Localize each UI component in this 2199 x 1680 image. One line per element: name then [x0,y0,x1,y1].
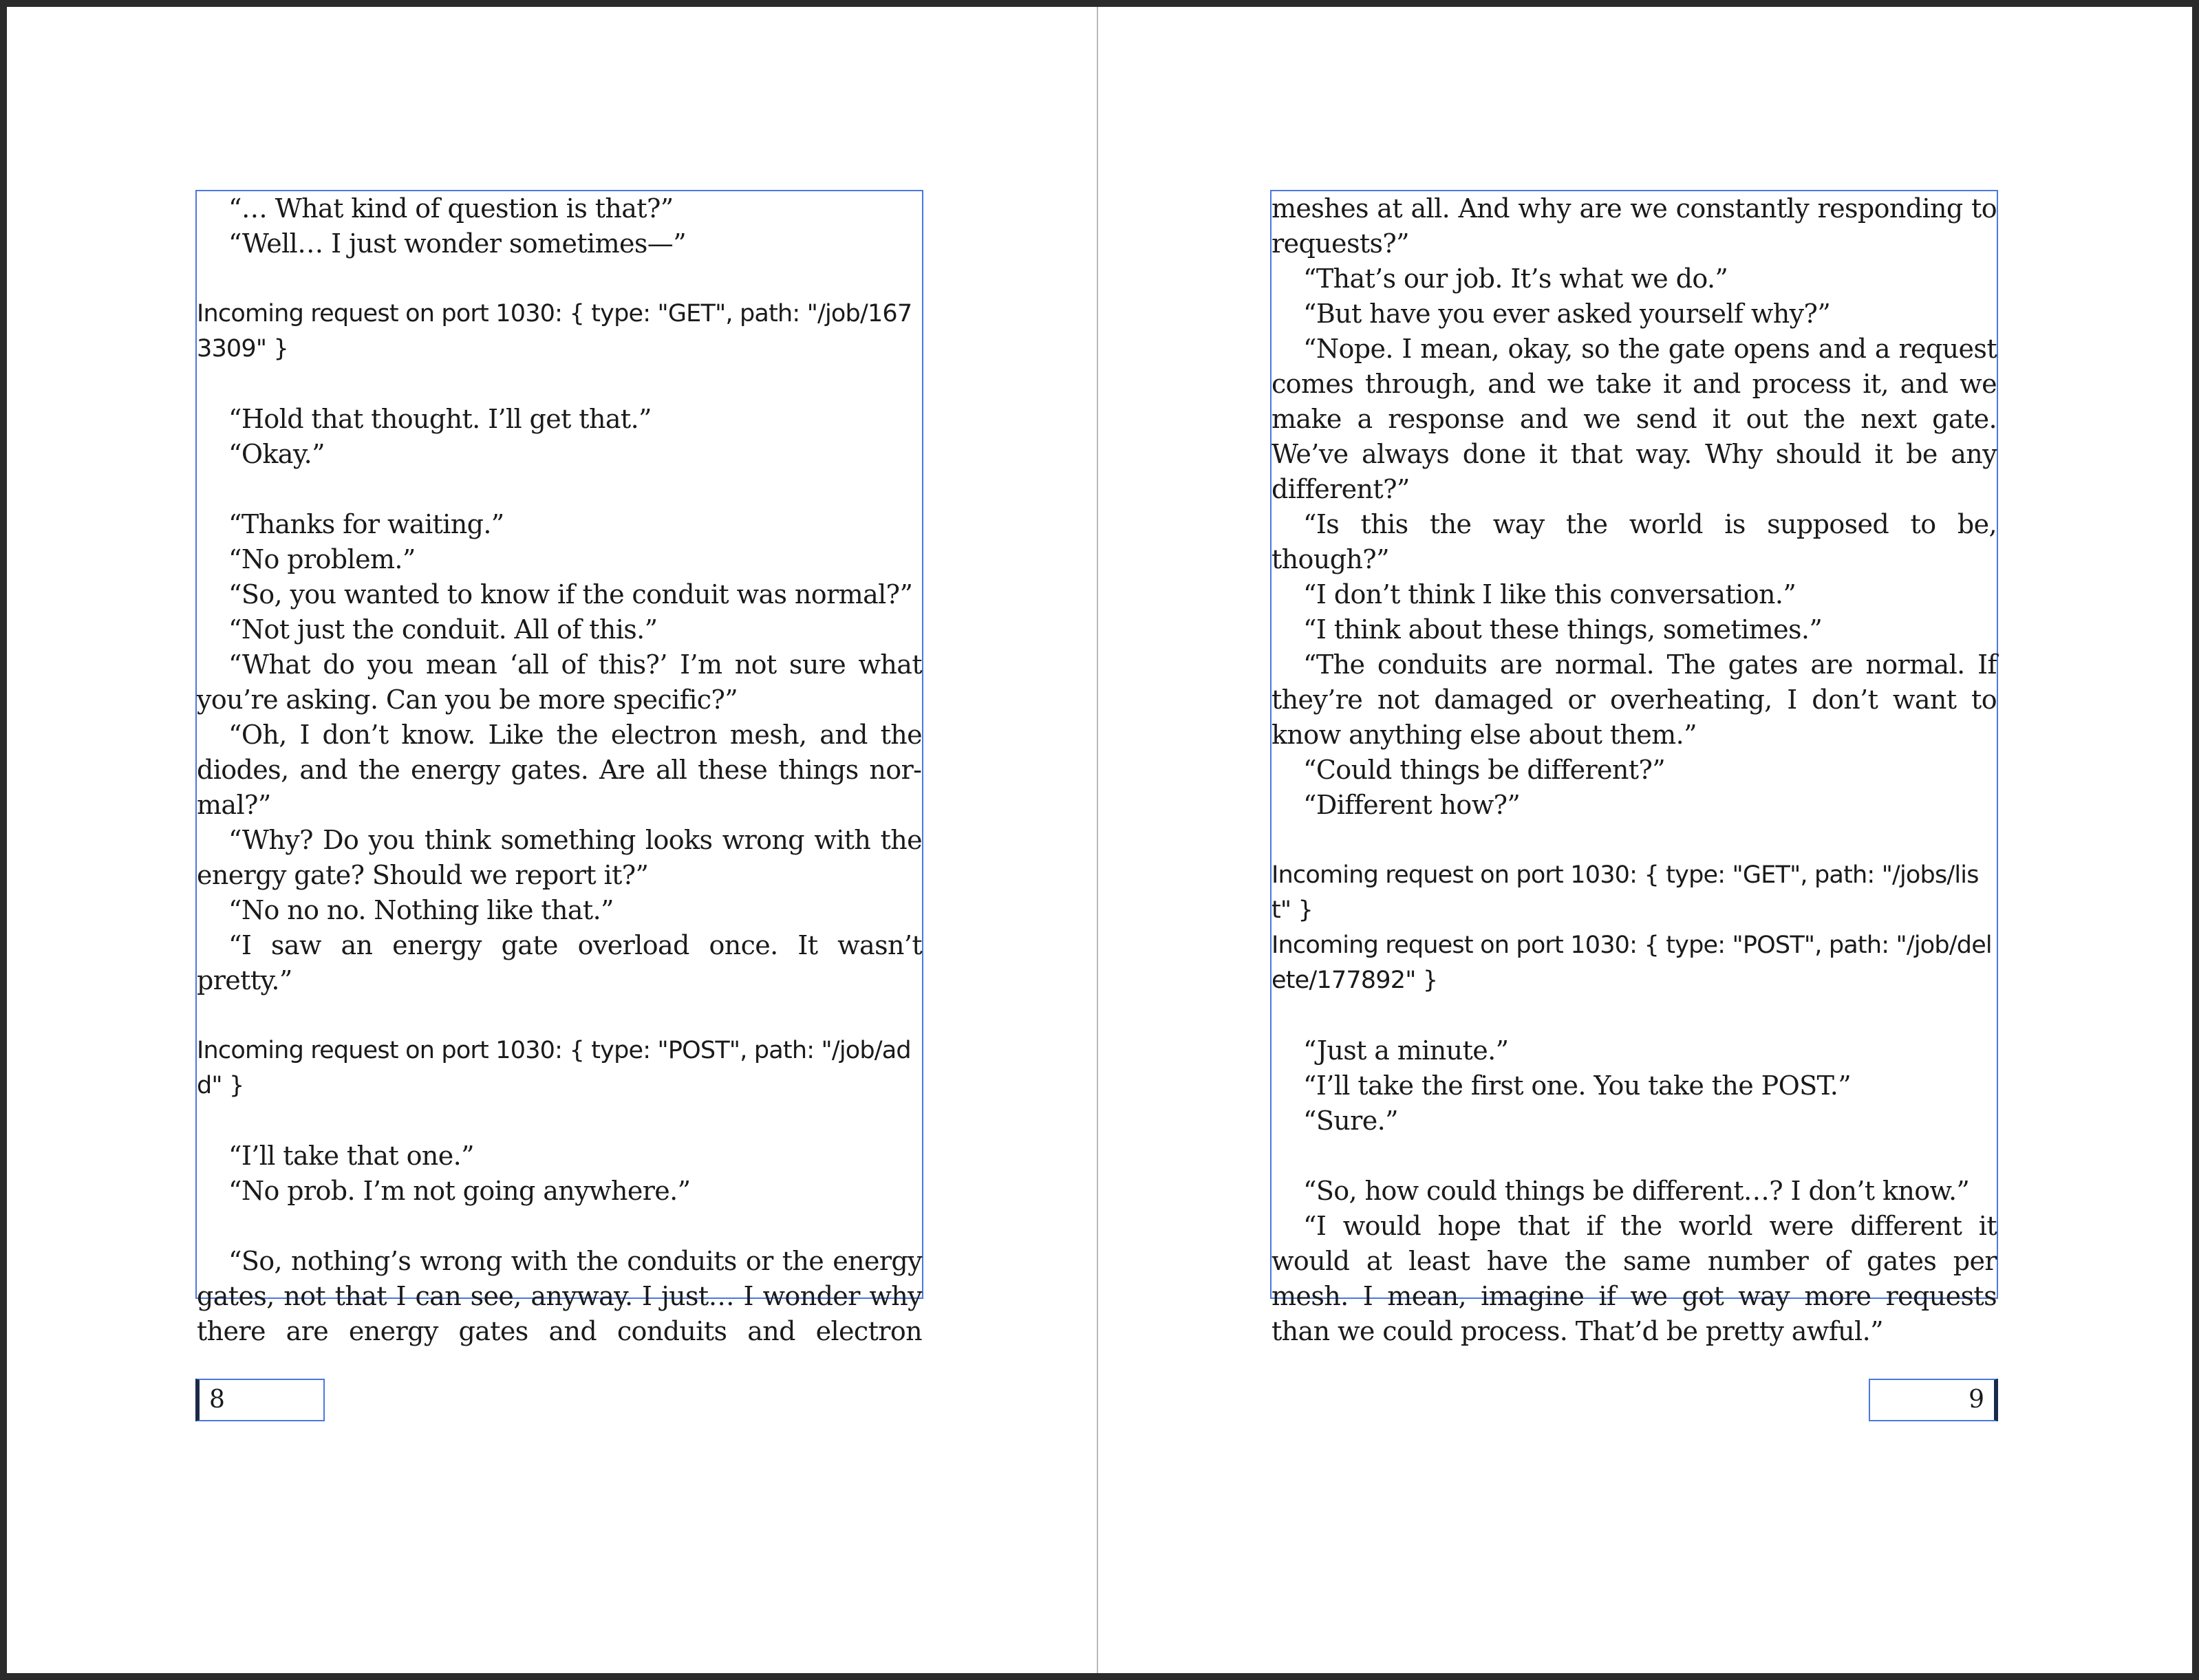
dialogue-paragraph: “… What kind of question is that?” [228,193,674,224]
request-log-line: Incoming request on port 1030: { type: "POST", path: "/job/add" } [197,1037,911,1099]
right-page-number[interactable]: 9 [1869,1379,1998,1421]
dialogue-paragraph: “Oh, I don’t know. Like the electron mesh, and the diodes, and the energy gates. Are all these things normal?” [197,720,922,820]
dialogue-paragraph: “Sure.” [1303,1106,1398,1136]
dialogue-paragraph: “What do you mean ‘all of this?’ I’m not sure what you’re asking. Can you be more specific?” [197,649,922,715]
dialogue-paragraph: “But have you ever asked yourself why?” [1303,299,1831,329]
paragraph-spacer [197,472,922,507]
dialogue-paragraph: “So, how could things be different…? I don’t know.” [1303,1176,1970,1206]
paragraph-spacer [1272,823,1997,858]
dialogue-paragraph: “Okay.” [228,439,325,469]
dialogue-paragraph: “I saw an energy gate overload once. It wasn’t pretty.” [197,930,922,995]
dialogue-paragraph: “The conduits are normal. The gates are normal. If they’re not damaged or overheating, I don’t want to know anything else about them.” [1272,649,1997,750]
spine-gutter [1097,7,1098,1673]
right-page-text-frame[interactable] [1270,190,1998,1346]
dialogue-paragraph: “Just a minute.” [1303,1035,1509,1066]
book-spread [7,7,2192,1673]
left-page-text-frame[interactable] [195,190,923,1346]
dialogue-paragraph: “So, nothing’s wrong with the conduits or the energy gates, not that I can see, anyway. I just… I wonder why there are energy gates and conduits and electron [197,1246,922,1346]
dialogue-paragraph: “Different how?” [1303,790,1521,820]
request-log-line: Incoming request on port 1030: { type: "GET", path: "/job/1673309" } [197,300,912,363]
request-log-line: Incoming request on port 1030: { type: "GET", path: "/jobs/list" } [1272,861,1979,924]
paragraph-spacer [197,367,922,402]
dialogue-paragraph: “No no no. Nothing like that.” [228,895,614,925]
dialogue-paragraph: “Is this the way the world is supposed to be, though?” [1272,509,1997,574]
paragraph-spacer [197,1103,922,1139]
paragraph-spacer [1272,1139,1997,1174]
dialogue-paragraph: “Well… I just wonder sometimes—” [228,228,687,259]
dialogue-paragraph: “No problem.” [228,544,416,574]
dialogue-paragraph: meshes at all. And why are we constantly responding to requests?” [1272,193,1997,259]
dialogue-paragraph: “I’ll take that one.” [228,1141,474,1171]
dialogue-paragraph: “Nope. I mean, okay, so the gate opens and a request comes through, and we take it and process it, and we make a response and we send it out the next gate. We’ve always done it that way. Why should it be any different?” [1272,334,1997,504]
dialogue-paragraph: “Hold that thought. I’ll get that.” [228,404,652,434]
dialogue-paragraph: “I would hope that if the world were different it would at least have the same number of gates per mesh. I mean, imagine if we got way more requests than we could process. That’d be pretty awful.” [1272,1211,1997,1346]
dialogue-paragraph: “Not just the conduit. All of this.” [228,614,658,645]
paragraph-spacer [1272,998,1997,1033]
dialogue-paragraph: “Thanks for waiting.” [228,509,504,539]
dialogue-paragraph: “So, you wanted to know if the conduit was normal?” [228,579,913,610]
dialogue-paragraph: “I think about these things, sometimes.” [1303,614,1823,645]
left-page-number[interactable]: 8 [195,1379,325,1421]
dialogue-paragraph: “No prob. I’m not going anywhere.” [228,1176,691,1206]
dialogue-paragraph: “Why? Do you think something looks wrong with the energy gate? Should we report it?” [197,825,922,890]
dialogue-paragraph: “I don’t think I like this conversation.” [1303,579,1796,610]
dialogue-paragraph: “Could things be different?” [1303,755,1666,785]
request-log-line: Incoming request on port 1030: { type: "POST", path: "/job/delete/177892" } [1272,931,1992,994]
paragraph-spacer [197,261,922,297]
paragraph-spacer [197,998,922,1033]
dialogue-paragraph: “That’s our job. It’s what we do.” [1303,263,1728,294]
dialogue-paragraph: “I’ll take the first one. You take the POST.” [1303,1070,1852,1101]
paragraph-spacer [197,1209,922,1244]
